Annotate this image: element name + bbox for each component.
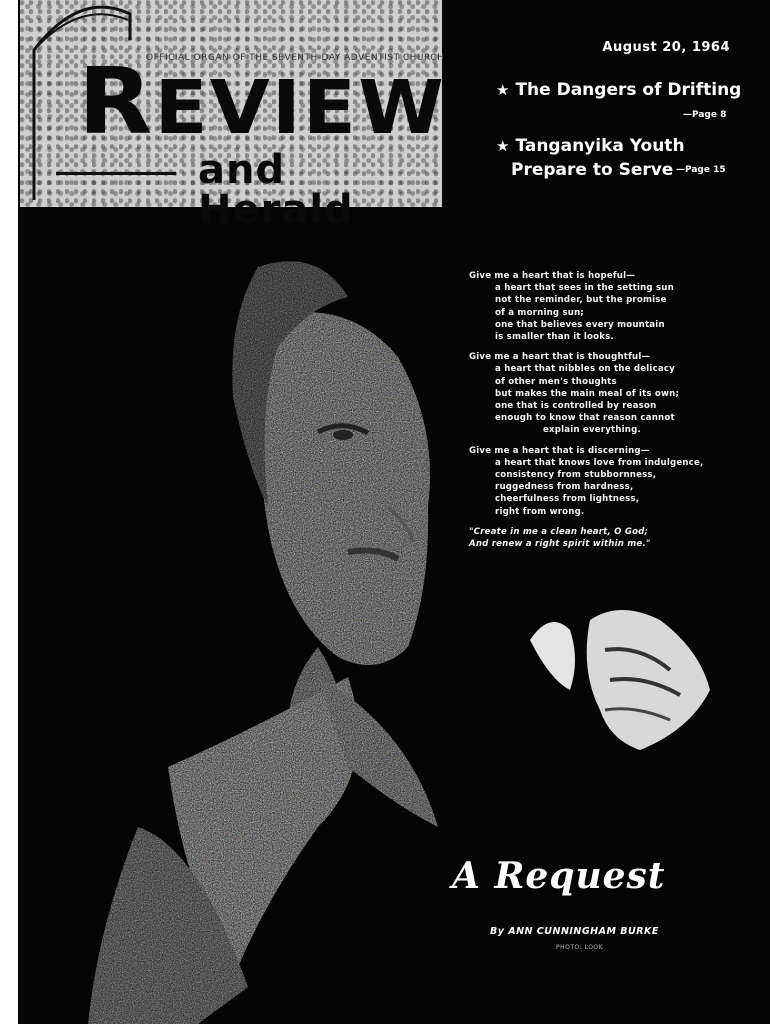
poem-line: Give me a heart that is thoughtful— (469, 352, 651, 363)
masthead-title-rest: EVIEW (154, 65, 446, 151)
poem-stanza (469, 351, 739, 436)
poem-stanza (469, 445, 739, 518)
star-icon: ★ (496, 81, 510, 99)
feature-page-ref: —Page 8 (683, 110, 727, 120)
feature-item-drifting (496, 80, 741, 100)
photo-credit: PHOTO: LOOK (556, 944, 604, 951)
poem-quote-line: And renew a right spirit within me." (469, 539, 651, 550)
poem-line: not the reminder, but the promise (495, 295, 667, 306)
feature-title: The Dangers of Drifting (515, 80, 742, 100)
masthead-subtitle: and Herald (198, 147, 354, 233)
feature-title: Tanganyika Youth (515, 136, 685, 156)
poem (469, 270, 739, 558)
poem-line: a heart that knows love from indulgence, (495, 457, 704, 468)
poem-quote-line: "Create in me a clean heart, O God; (469, 526, 649, 537)
poem-line: cheerfulness from lightness, (495, 494, 640, 505)
masthead-title-initial: R (78, 48, 155, 155)
article-byline: By ANN CUNNINGHAM BURKE (490, 926, 659, 937)
feature-item-tanganyika (496, 136, 685, 156)
official-organ-line: OFFICIAL ORGAN OF THE SEVENTH-DAY ADVENTIST CHURCH (146, 53, 445, 63)
masthead-rule (56, 172, 176, 175)
poem-line: of a morning sun; (495, 307, 585, 318)
feature-page-ref: —Page 15 (676, 165, 726, 175)
poem-stanza (469, 270, 739, 343)
poem-line: ruggedness from hardness, (495, 482, 634, 493)
poem-line: a heart that sees in the setting sun (495, 283, 674, 294)
masthead-title (78, 48, 446, 155)
poem-line: right from wrong. (495, 506, 585, 517)
poem-line: consistency from stubbornness, (495, 470, 657, 481)
poem-line: Give me a heart that is discerning— (469, 445, 650, 456)
poem-line: a heart that nibbles on the delicacy (495, 364, 675, 375)
poem-line: Give me a heart that is hopeful— (469, 271, 636, 281)
issue-date: August 20, 1964 (602, 40, 730, 55)
feature-title-line-2: Prepare to Serve (511, 160, 674, 180)
poem-line: is smaller than it looks. (495, 332, 614, 343)
star-icon: ★ (496, 137, 510, 155)
masthead (20, 0, 446, 233)
poem-line: explain everything. (543, 425, 641, 436)
poem-line: enough to know that reason cannot (495, 413, 675, 424)
poem-line: one that is controlled by reason (495, 401, 657, 412)
poem-quote (469, 526, 739, 550)
woman-portrait-image (18, 207, 518, 1024)
poem-line: one that believes every mountain (495, 319, 665, 330)
clasped-hands-image (510, 600, 720, 770)
poem-line: but makes the main meal of its own; (495, 388, 680, 399)
article-title: A Request (452, 855, 666, 897)
poem-line: of other men's thoughts (495, 376, 617, 387)
